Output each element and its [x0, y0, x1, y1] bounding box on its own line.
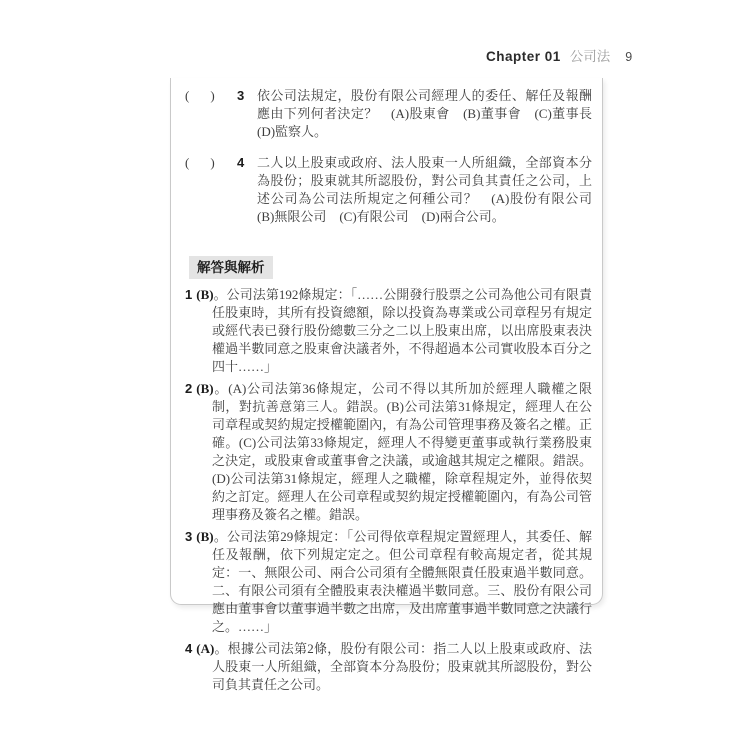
question-number: 4	[237, 155, 245, 170]
solution-text: 。(A)公司法第36條規定，公司不得以其所加於經理人職權之限制，對抗善意第三人。錯誤。(B)公司法第31條規定，經理人在公司章程或契約規定授權範圍內，有為公司管理事務及簽名之權。正確。(C)公司法第33條規定，經理人不得變更董事或執行業務股東之決定，或股東會或董事會之決議，或逾越其規定之權限。錯誤。(D)公司法第31條規定，經理人之職權，除章程規定外，並得依契約之訂定。經理人在公司章程或契約規定授權範圍內，有為公司管理事務及簽名之權。錯誤。	[212, 380, 592, 522]
question-item-3	[185, 87, 606, 141]
question-number: 3	[237, 88, 245, 103]
page-number: 9	[625, 50, 633, 64]
solution-text: 。根據公司法第2條，股份有限公司：指二人以上股東或政府、法人股東一人所組織，全部資本分為股份；股東就其所認股份，對公司負其責任之公司。	[212, 640, 592, 692]
solution-answer: (B)	[196, 528, 214, 544]
page-header	[486, 45, 632, 65]
solution-item-3	[185, 528, 592, 636]
solution-item-1	[185, 286, 592, 376]
solution-number: 3	[185, 528, 193, 544]
chapter-label: Chapter 01	[486, 49, 561, 64]
question-text: 二人以上股東或政府、法人股東一人所組織，全部資本分為股份；股東就其所認股份，對公司負其責任之公司，上述公司為公司法所規定之何種公司？ (A)股份有限公司 (B)無限公司 (C)有限公司 (D)兩合公司。	[257, 155, 606, 224]
question-text: 依公司法規定，股份有限公司經理人的委任、解任及報酬應由下列何者決定？ (A)股東會 (B)董事會 (C)董事長 (D)監察人。	[257, 88, 606, 139]
solution-answer: (A)	[196, 640, 215, 656]
solution-text: 。公司法第192條規定：「……公開發行股票之公司為他公司有限責任股東時，其所有投資總額，除以投資為專業或公司章程另有規定或經代表已發行股份總數三分之二以上股東出席，以出席股東表決權過半數同意之股東會決議者外，不得超過本公司實收股本百分之四十……」	[212, 286, 592, 374]
solution-number: 4	[185, 640, 193, 656]
chapter-title: 公司法	[569, 49, 611, 64]
question-item-4	[185, 154, 606, 226]
content-box	[170, 78, 606, 692]
solution-item-2	[185, 380, 592, 524]
solution-answer: (B)	[196, 380, 214, 396]
solution-item-4	[185, 640, 592, 694]
solutions-list	[185, 286, 592, 694]
answer-blank: ( )	[185, 88, 219, 103]
solutions-heading: 解答與解析	[189, 256, 273, 279]
solution-number: 2	[185, 380, 193, 396]
solution-number: 1	[185, 286, 193, 302]
solution-text: 。公司法第29條規定：「公司得依章程規定置經理人，其委任、解任及報酬，依下列規定定之。但公司章程有較高規定者，從其規定：一、無限公司、兩合公司須有全體無限責任股東過半數同意。二、有限公司須有全體股東表決權過半數同意。三、股份有限公司應由董事會以董事過半數之出席，及出席董事過半數同意之決議行之。……」	[212, 528, 592, 634]
answer-blank: ( )	[185, 155, 219, 170]
solution-answer: (B)	[196, 286, 214, 302]
